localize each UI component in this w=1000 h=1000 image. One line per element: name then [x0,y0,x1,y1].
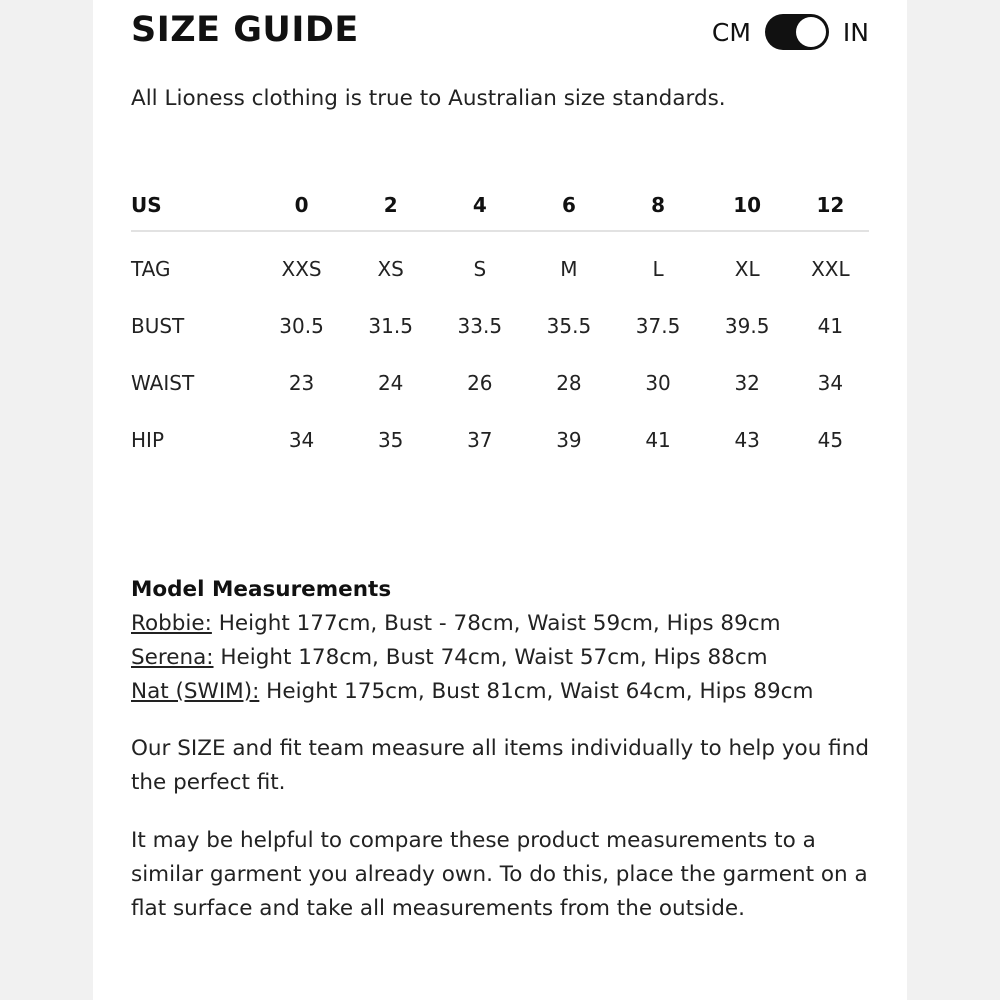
header-label: US [131,180,257,231]
table-cell: 32 [734,370,760,395]
model-details: Height 177cm, Bust - 78cm, Waist 59cm, Hips 89cm [211,611,781,636]
model-line-serena [131,641,869,675]
table-cell: 35 [377,427,404,452]
column-header: 10 [703,180,792,231]
model-line-nat [131,675,869,709]
model-details: Height 178cm, Bust 74cm, Waist 57cm, Hips 88cm [213,645,768,670]
unit-toggle [712,14,869,50]
model-name: Serena: [131,645,214,670]
table-cell: 45 [817,427,844,452]
row-label: WAIST [131,370,195,395]
intro-text: All Lioness clothing is true to Australian size standards. [131,86,726,111]
table-cell: 39.5 [724,313,770,338]
table-cell: 24 [377,370,404,395]
table-cell: S [473,256,487,281]
table-cell: M [560,256,578,281]
model-line-robbie [131,607,869,641]
table-header-row [131,180,869,231]
compare-garment-paragraph: It may be helpful to compare these product measurements to a similar garment you already own. To do this, place the garment on a flat surface and take all measurements from the outside. [131,828,868,921]
table-cell: 26 [467,370,493,395]
table-cell: 34 [817,370,844,395]
column-header: 0 [257,180,346,231]
fit-team-paragraph: Our SIZE and fit team measure all items individually to help you find the perfect fit. [131,736,869,795]
model-details: Height 175cm, Bust 81cm, Waist 64cm, Hips 89cm [259,679,814,704]
table-cell: 34 [288,427,315,452]
table-cell: XL [734,256,760,281]
unit-in-label[interactable]: IN [842,17,869,47]
table-cell: 41 [817,313,844,338]
model-measurements [131,573,869,709]
table-cell: 30 [645,370,671,395]
table-cell: XXL [811,256,850,281]
table-cell: 39 [556,427,582,452]
size-guide-panel [93,0,907,1000]
table-row [131,231,869,297]
column-header: 4 [435,180,524,231]
table-cell: 23 [288,370,315,395]
row-label: TAG [131,256,171,281]
table-cell: 33.5 [457,313,503,338]
row-label: HIP [131,427,164,452]
unit-switch[interactable] [765,14,829,50]
column-header: 12 [792,180,869,231]
column-header: 6 [524,180,613,231]
table-row [131,297,869,354]
table-cell: XS [377,256,404,281]
table-cell: 41 [645,427,671,452]
size-table [131,180,869,468]
table-cell: 28 [556,370,582,395]
column-header: 8 [614,180,703,231]
table-cell: 43 [734,427,760,452]
column-header: 2 [346,180,435,231]
table-cell: 31.5 [368,313,413,338]
table-cell: 37 [467,427,493,452]
model-measurements-heading: Model Measurements [131,577,392,602]
table-cell: 35.5 [546,313,592,338]
table-cell: 30.5 [279,313,324,338]
model-name: Nat (SWIM): [131,679,260,704]
model-name: Robbie: [131,611,212,636]
switch-knob [796,17,826,47]
table-cell: XXS [281,256,322,281]
unit-cm-label[interactable]: CM [711,17,751,47]
page-title: SIZE GUIDE [131,10,359,50]
row-label: BUST [131,313,185,338]
table-cell: L [652,256,664,281]
table-row [131,354,869,411]
table-row [131,411,869,468]
table-cell: 37.5 [635,313,681,338]
